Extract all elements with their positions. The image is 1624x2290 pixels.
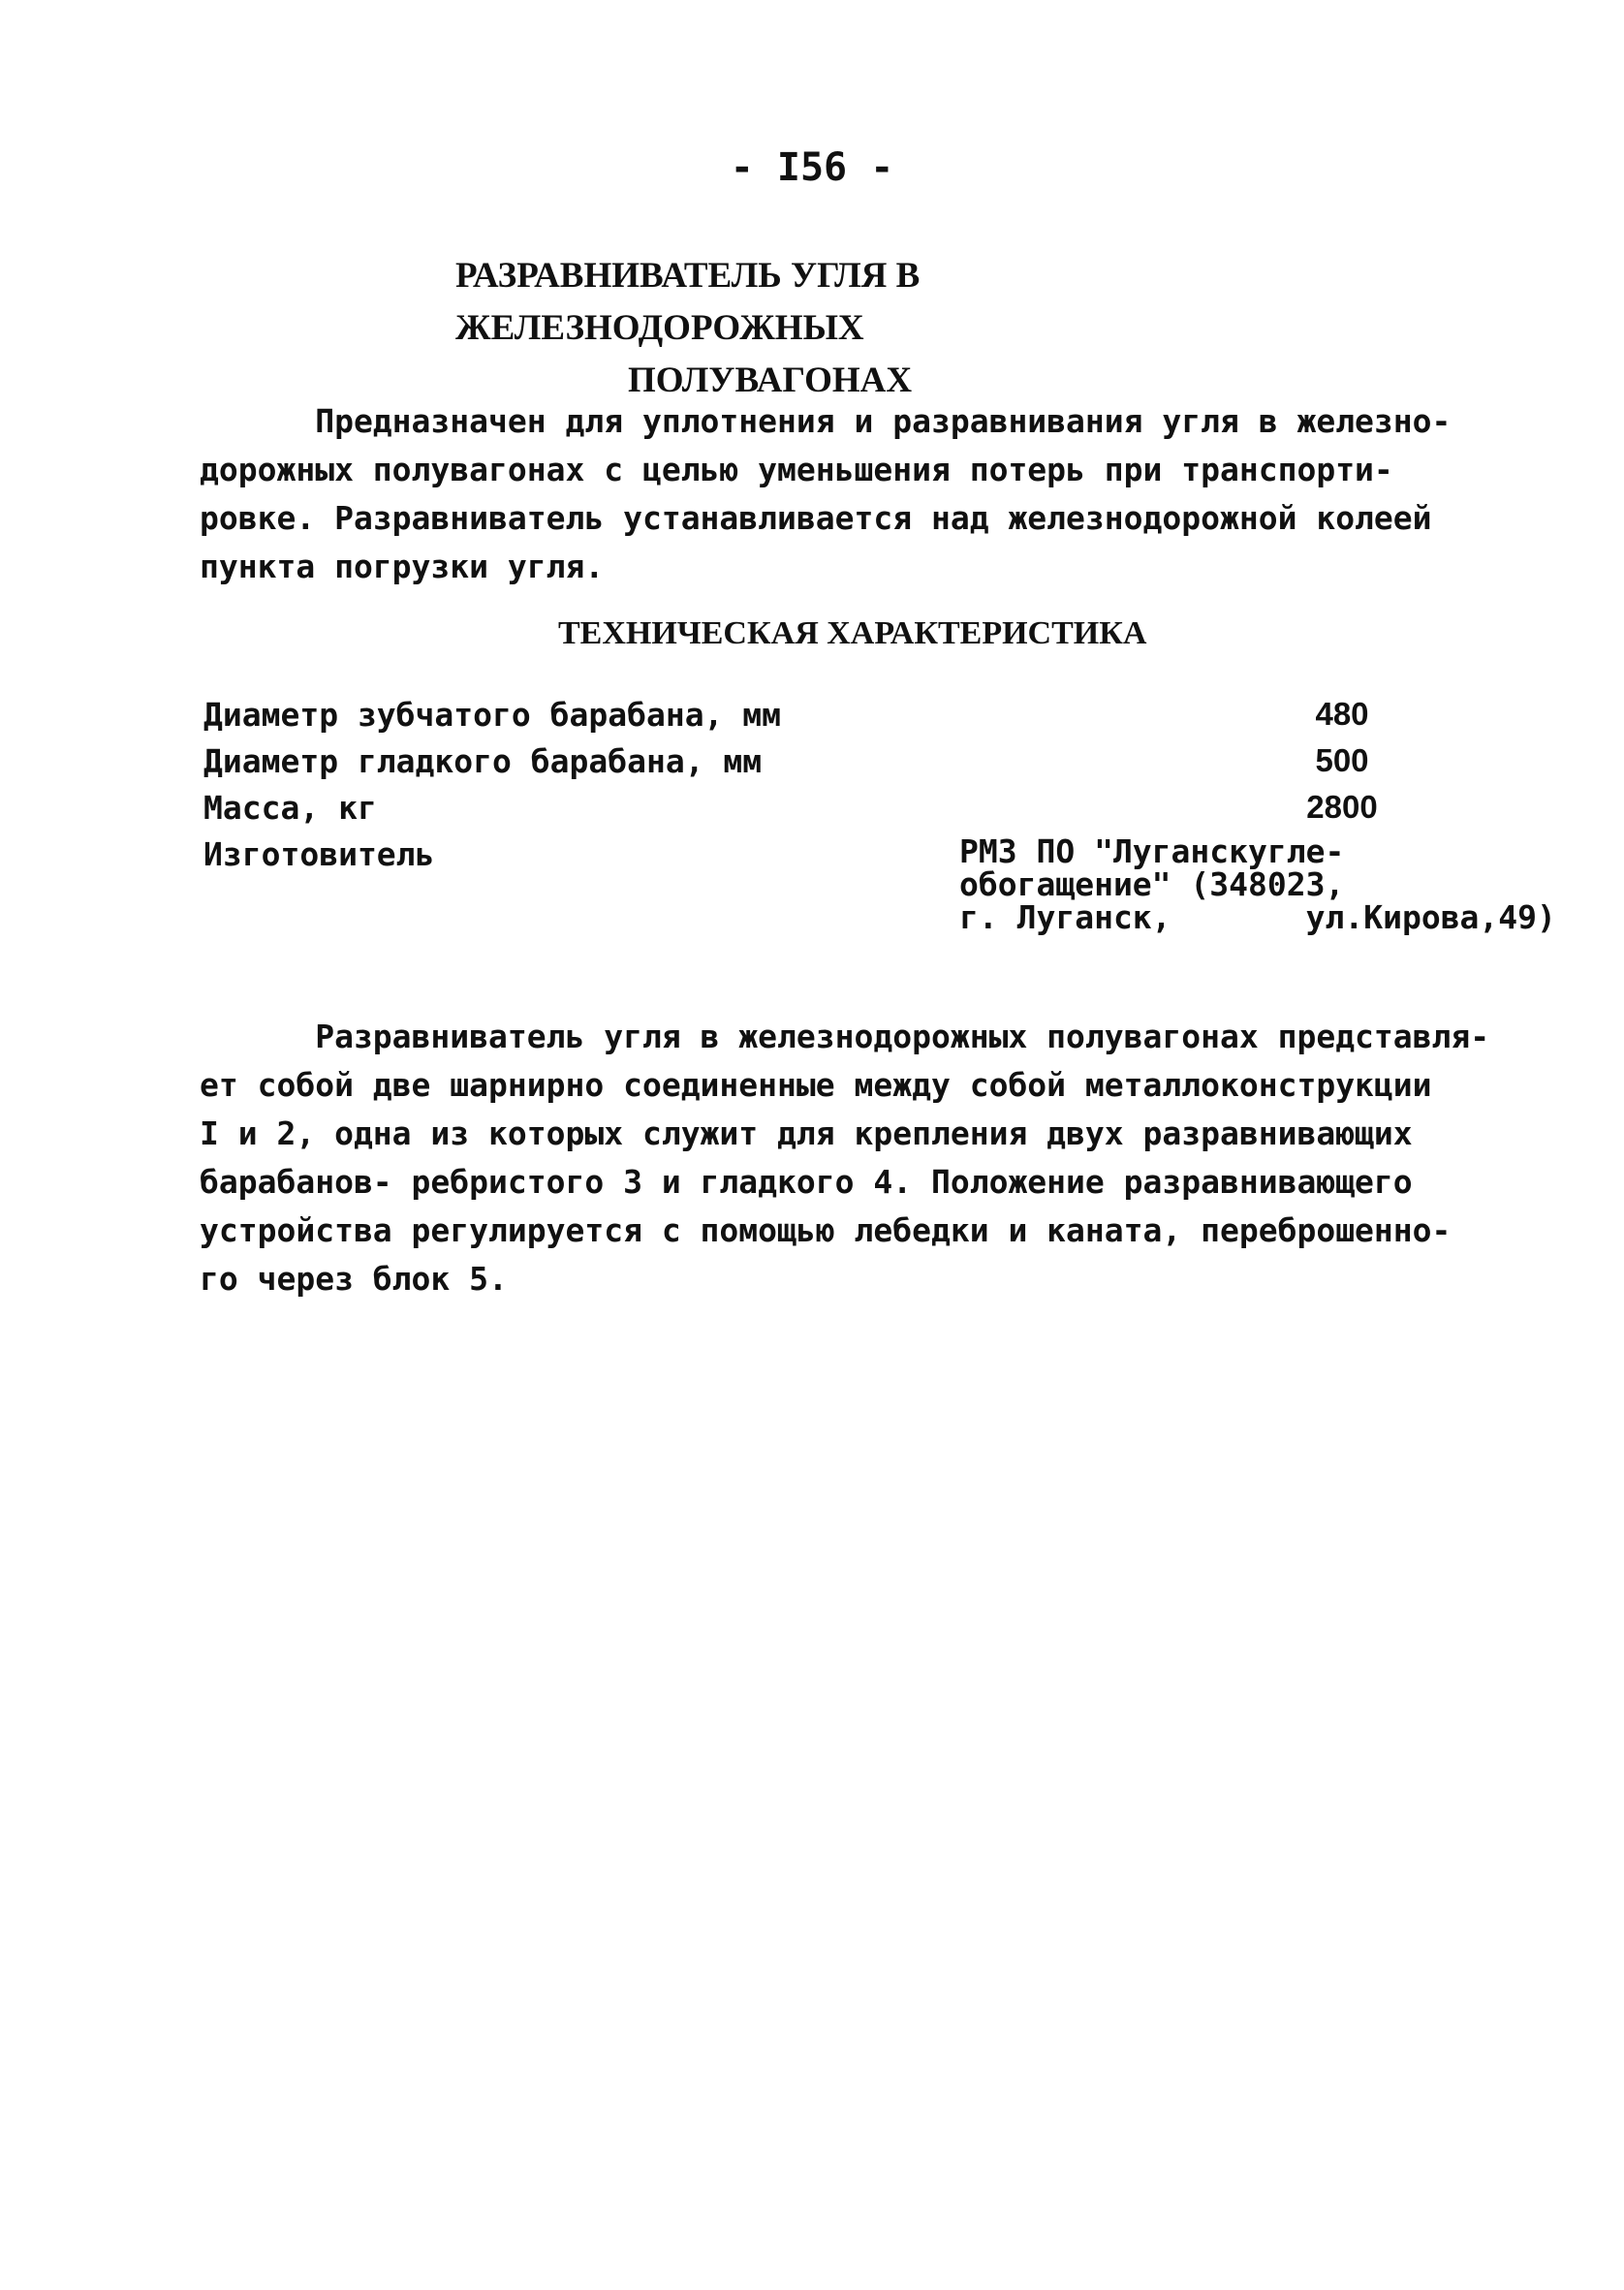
spec-row: [203, 742, 1560, 789]
spec-label: Изготовитель: [203, 835, 435, 873]
title-line-2: ПОЛУВАГОНАХ: [628, 361, 913, 400]
description-paragraph: [200, 1013, 1490, 1303]
intro-line: пункта погрузки угля.: [200, 548, 605, 585]
spec-label: Масса, кг: [203, 789, 377, 827]
spec-value: 500: [1315, 742, 1369, 778]
manufacturer-line: обогащение" (348023,: [959, 865, 1345, 903]
spec-value: 2800: [1306, 789, 1378, 825]
description-line: I и 2, одна из которых служит для крепления двух разравнивающих: [200, 1114, 1413, 1152]
page-number: - I56 -: [730, 145, 894, 190]
title-line-1: РАЗРАВНИВАТЕЛЬ УГЛЯ В ЖЕЛЕЗНОДОРОЖНЫХ: [455, 256, 921, 348]
description-line: ет собой две шарнирно соединенные между собой металлоконструкции: [200, 1066, 1432, 1104]
specs-heading: ТЕХНИЧЕСКАЯ ХАРАКТЕРИСТИКА: [558, 615, 1147, 651]
spec-label: Диаметр гладкого барабана, мм: [203, 742, 763, 780]
manufacturer-address: [959, 832, 1579, 936]
manufacturer-line: г. Луганск, ул.Кирова,49): [959, 898, 1556, 936]
manufacturer-line: РМЗ ПО "Луганскугле-: [959, 832, 1345, 870]
description-line: го через блок 5.: [200, 1260, 508, 1298]
spec-row: [203, 789, 1560, 835]
description-line: барабанов- ребристого 3 и гладкого 4. Положение разравнивающего: [200, 1163, 1413, 1201]
spec-label: Диаметр зубчатого барабана, мм: [203, 696, 782, 734]
intro-line: ровке. Разравниватель устанавливается над железнодорожной колеей: [200, 499, 1432, 537]
document-title: [455, 250, 1192, 407]
spec-row: [203, 696, 1560, 742]
intro-line: Предназначен для уплотнения и разравнивания угля в железно-: [200, 402, 1452, 440]
intro-paragraph: [200, 397, 1450, 591]
spec-value: 480: [1315, 696, 1369, 732]
description-line: устройства регулируется с помощью лебедки и каната, переброшенно-: [200, 1211, 1452, 1249]
intro-line: дорожных полувагонах с целью уменьшения потерь при транспорти-: [200, 451, 1393, 488]
description-line: Разравниватель угля в железнодорожных полувагонах представля-: [200, 1018, 1490, 1055]
